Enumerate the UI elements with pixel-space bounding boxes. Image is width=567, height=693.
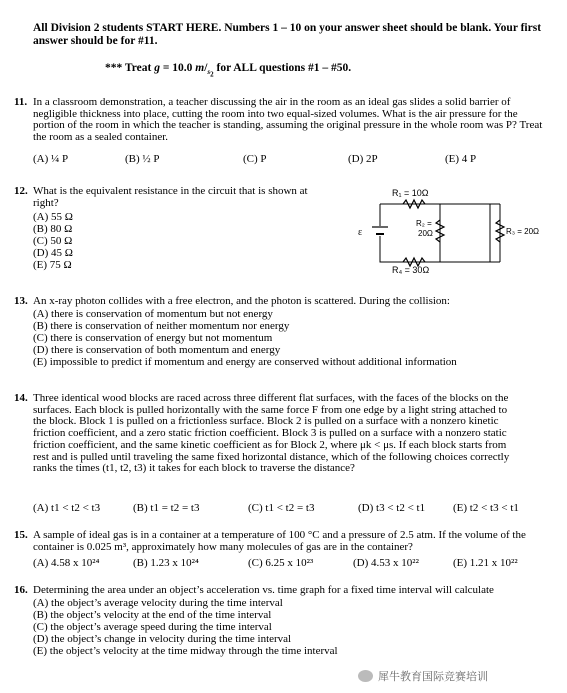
choice-e[interactable]: (E) 75 Ω [33, 259, 72, 271]
choice-c[interactable]: (C) 6.25 x 10²³ [248, 557, 314, 569]
choice-d[interactable]: (D) t3 < t2 < t1 [358, 502, 426, 514]
r3-label: R₃ = 20Ω [506, 227, 540, 236]
question-text: An x-ray photon collides with a free electron, and the photon is scattered. During the collision: [33, 295, 450, 307]
r2-value: 20Ω [418, 229, 433, 238]
choice-d[interactable]: (D) the object’s change in velocity during the time interval [33, 633, 292, 645]
choice-b[interactable]: (B) there is conservation of neither momentum nor energy [33, 320, 290, 332]
question-text: A sample of ideal gas is in a container at a temperature of 100 °C and a pressure of 2.5 atm. If the volume of the container is 0.025 m³, approximately how many molecules of gas are in the container? [33, 529, 526, 553]
watermark-text: 犀牛教育国际竞赛培训 [378, 670, 488, 683]
wechat-logo-icon [358, 670, 373, 682]
choice-a[interactable]: (A) ¼ P [33, 153, 69, 165]
circuit-diagram [340, 182, 540, 274]
question-number: 13. [14, 295, 28, 307]
question-text: Determining the area under an object’s acceleration vs. time graph for a fixed time interval will calculate [33, 584, 494, 596]
question-number: 15. [14, 529, 28, 541]
choice-a[interactable]: (A) there is conservation of momentum but not energy [33, 308, 273, 320]
question-12-choices [33, 212, 73, 272]
choice-a[interactable]: (A) 4.58 x 10²⁴ [33, 557, 100, 569]
question-number: 11. [14, 96, 28, 108]
choice-b[interactable]: (B) the object’s velocity at the end of the time interval [33, 609, 272, 621]
choice-c[interactable]: (C) there is conservation of energy but not momentum [33, 332, 273, 344]
choice-e[interactable]: (E) t2 < t3 < t1 [453, 502, 519, 514]
choice-a[interactable]: (A) t1 < t2 < t3 [33, 502, 101, 514]
r4-label: R₄ = 30Ω [392, 265, 430, 274]
choice-c[interactable]: (C) 50 Ω [33, 235, 73, 247]
question-text: What is the equivalent resistance in the circuit that is shown at right? [33, 185, 308, 209]
gravity-instruction: *** Treat g = 10.0 $m/_{s_2}$ for ALL questions #1 – #50. [105, 62, 352, 79]
choice-b[interactable]: (B) t1 = t2 = t3 [133, 502, 200, 514]
choice-b[interactable]: (B) 1.23 x 10²⁴ [133, 557, 199, 569]
question-13-choices [33, 309, 457, 369]
question-text: In a classroom demonstration, a teacher discussing the air in the room as an ideal gas slides a solid barrier of negligible thickness into place, cutting the room into two equal-sized volumes. What is the air pressure for the portion of the room in which the teacher is standing, assuming the original pressure in the whole room was P? Treat the room as a sealed container. [33, 96, 543, 144]
choice-e[interactable]: (E) 4 P [445, 153, 477, 165]
choice-e[interactable]: (E) impossible to predict if momentum and energy are conserved without additional information [33, 356, 457, 368]
choice-e[interactable]: (E) 1.21 x 10²² [453, 557, 518, 569]
intro-instructions: All Division 2 students START HERE. Numbers 1 – 10 on your answer sheet should be blank. Your first answer should be for #11. [33, 22, 542, 47]
choice-d[interactable]: (D) 4.53 x 10²² [353, 557, 419, 569]
choice-c[interactable]: (C) P [243, 153, 267, 165]
choice-b[interactable]: (B) ½ P [125, 153, 160, 165]
question-16-choices [33, 598, 338, 658]
choice-a[interactable]: (A) 55 Ω [33, 211, 73, 223]
r2-label: R₂ = [416, 219, 432, 228]
choice-a[interactable]: (A) the object’s average velocity during the time interval [33, 597, 283, 609]
choice-e[interactable]: (E) the object’s velocity at the time midway through the time interval [33, 645, 338, 657]
choice-d[interactable]: (D) there is conservation of both momentum and energy [33, 344, 281, 356]
question-text: Three identical wood blocks are raced across three different flat surfaces, with the faces of the blocks on the surfaces. Each block is pulled horizontally with the same force F from one edge by a light string attached to the block. Block 1 is pulled on a frictionless surface. Block 2 is pulled on a surface with a nonzero kinetic friction coefficient, and a zero static friction coefficient. Block 3 is pulled on a surface with a nonzero static friction coefficient, and the same kinetic coefficient as for Block 2, where μk < μs. If each block starts from rest and is pulled until traveling the same fixed horizontal distance, which of the following choices correctly ranks the times (t1, t2, t3) it takes for each block to traverse the distance? [33, 392, 510, 475]
question-number: 16. [14, 584, 28, 596]
choice-b[interactable]: (B) 80 Ω [33, 223, 73, 235]
choice-d[interactable]: (D) 45 Ω [33, 247, 73, 259]
question-number: 12. [14, 185, 28, 197]
emf-label: ε [358, 227, 363, 238]
choice-c[interactable]: (C) the object’s average speed during the time interval [33, 621, 272, 633]
choice-d[interactable]: (D) 2P [348, 153, 378, 165]
watermark [358, 668, 488, 684]
r1-label: R₁ = 10Ω [392, 188, 429, 198]
question-number: 14. [14, 392, 28, 404]
choice-c[interactable]: (C) t1 < t2 = t3 [248, 502, 315, 514]
